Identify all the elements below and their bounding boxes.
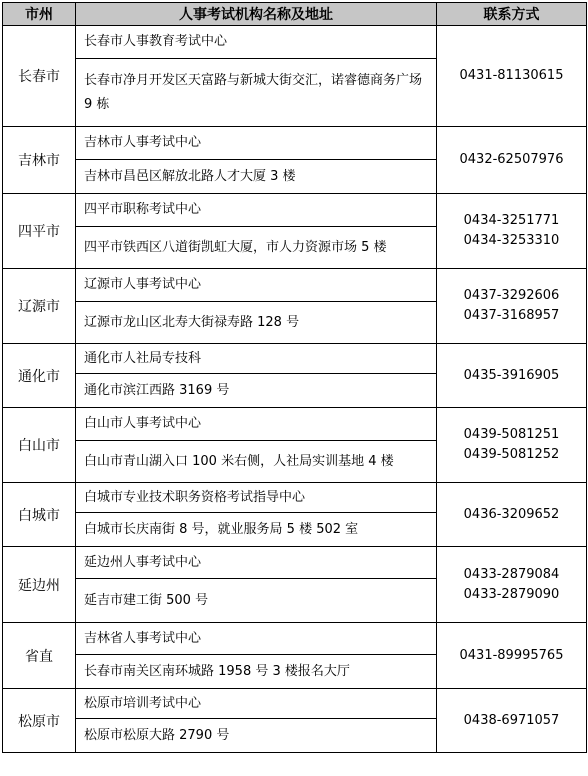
header-org: 人事考试机构名称及地址 <box>76 3 437 26</box>
city-cell: 四平市 <box>3 194 76 269</box>
institution-address-cell: 四平市铁西区八道街凯虹大厦，市人力资源市场 5 楼 <box>76 227 437 269</box>
city-cell: 长春市 <box>3 26 76 127</box>
contact-cell <box>437 408 587 483</box>
phone-number: 0437-3168957 <box>463 308 560 323</box>
institution-address-cell: 白城市长庆南街 8 号，就业服务局 5 楼 502 室 <box>76 513 437 547</box>
city-cell: 省直 <box>3 623 76 689</box>
phone-number: 0433-2879090 <box>463 586 560 602</box>
institution-address-cell: 通化市滨江西路 3169 号 <box>76 374 437 408</box>
table-row <box>3 689 587 719</box>
phone-number: 0435-3916905 <box>463 367 560 383</box>
institution-address-cell: 松原市松原大路 2790 号 <box>76 719 437 753</box>
table-row <box>3 127 587 160</box>
phone-number: 0436-3209652 <box>463 506 560 522</box>
phone-number: 0439-5081252 <box>463 447 560 462</box>
institution-address-cell: 吉林市昌邑区解放北路人才大厦 3 楼 <box>76 160 437 194</box>
institution-address-cell: 长春市净月开发区天富路与新城大街交汇，诺睿德商务广场 9 栋 <box>76 59 437 127</box>
phone-number: 0431-89995765 <box>459 647 564 663</box>
table-row <box>3 26 587 59</box>
contact-cell <box>437 547 587 623</box>
institution-name-cell: 松原市培训考试中心 <box>76 689 437 719</box>
city-cell: 吉林市 <box>3 127 76 194</box>
contact-cell <box>437 689 587 753</box>
phone-number: 0439-5081251 <box>463 427 560 442</box>
table-row <box>3 269 587 302</box>
city-cell: 白山市 <box>3 408 76 483</box>
institution-name-cell: 辽源市人事考试中心 <box>76 269 437 302</box>
institution-name-cell: 通化市人社局专技科 <box>76 344 437 374</box>
contact-cell <box>437 483 587 547</box>
table-row <box>3 623 587 655</box>
contact-cell <box>437 194 587 269</box>
table-row <box>3 408 587 441</box>
table-row <box>3 483 587 513</box>
contact-cell <box>437 127 587 194</box>
city-cell: 白城市 <box>3 483 76 547</box>
phone-number: 0437-3292606 <box>463 288 560 303</box>
institution-name-cell: 长春市人事教育考试中心 <box>76 26 437 59</box>
table-header-row <box>3 3 587 26</box>
phone-number: 0434-3253310 <box>463 233 560 248</box>
header-contact: 联系方式 <box>437 3 587 26</box>
city-cell: 辽源市 <box>3 269 76 344</box>
city-cell: 延边州 <box>3 547 76 623</box>
institution-address-cell: 白山市青山湖入口 100 米右侧，人社局实训基地 4 楼 <box>76 441 437 483</box>
institution-name-cell: 吉林市人事考试中心 <box>76 127 437 160</box>
city-cell: 松原市 <box>3 689 76 753</box>
phone-number: 0433-2879084 <box>463 566 560 582</box>
contact-cell <box>437 26 587 127</box>
phone-number: 0438-6971057 <box>463 712 560 728</box>
city-cell: 通化市 <box>3 344 76 408</box>
phone-number: 0432-62507976 <box>459 152 564 167</box>
exam-institution-table <box>2 2 587 753</box>
institution-name-cell: 白山市人事考试中心 <box>76 408 437 441</box>
institution-name-cell: 延边州人事考试中心 <box>76 547 437 579</box>
institution-name-cell: 白城市专业技术职务资格考试指导中心 <box>76 483 437 513</box>
contact-cell <box>437 269 587 344</box>
institution-address-cell: 辽源市龙山区北寿大街禄寿路 128 号 <box>76 302 437 344</box>
contact-cell <box>437 344 587 408</box>
phone-number: 0434-3251771 <box>463 213 560 228</box>
table-row <box>3 194 587 227</box>
contact-cell <box>437 623 587 689</box>
table-row <box>3 344 587 374</box>
table-row <box>3 547 587 579</box>
institution-address-cell: 长春市南关区南环城路 1958 号 3 楼报名大厅 <box>76 655 437 689</box>
header-city: 市州 <box>3 3 76 26</box>
phone-number: 0431-81130615 <box>459 68 564 83</box>
institution-address-cell: 延吉市建工街 500 号 <box>76 579 437 623</box>
institution-name-cell: 吉林省人事考试中心 <box>76 623 437 655</box>
institution-name-cell: 四平市职称考试中心 <box>76 194 437 227</box>
